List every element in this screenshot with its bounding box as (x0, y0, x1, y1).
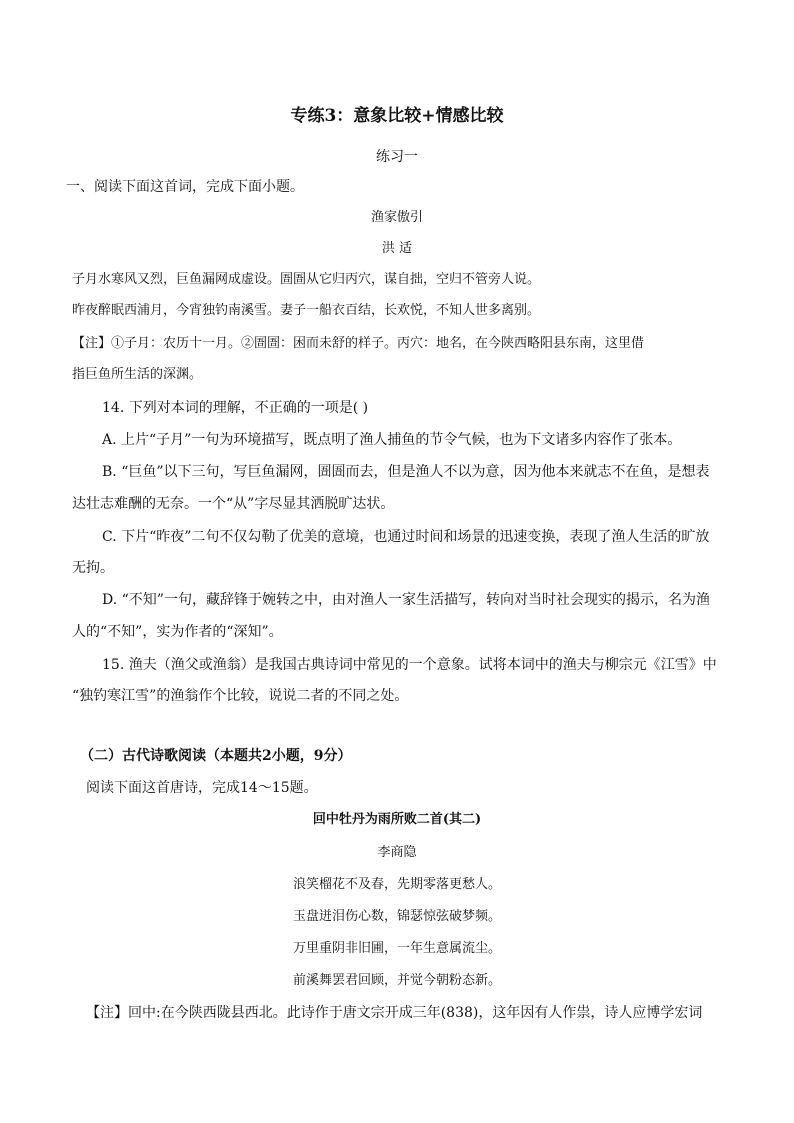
poem1-title: 渔家傲引 (370, 210, 423, 225)
option-a: A. 上片“子月”一句为环境描写，既点明了渔人捕鱼的节令气候，也为下文诸多内容作了张本。 (102, 432, 682, 448)
option-c: C. 下片“昨夜”二句不仅勾勒了优美的意境，也通过时间和场景的迅速变换，表现了渔人生活的旷放 (102, 529, 710, 545)
poem1-line: 子月水寒风又烈，巨鱼漏网成虚设。圄圄从它归丙穴，谋自拙，空归不管旁人说。 (72, 272, 541, 287)
page-subtitle: 练习一 (376, 149, 418, 165)
section1-instruction: 一、阅读下面这首词，完成下面小题。 (66, 179, 304, 195)
section2-heading: （二）古代诗歌阅读（本题共2小题，9分） (80, 748, 352, 764)
option-c-cont: 无拘。 (72, 560, 114, 576)
page-title: 专练3：意象比较+情感比较 (290, 106, 504, 126)
question-15: 15. 渔夫（渔父或渔翁）是我国古典诗词中常见的一个意象。试将本词中的渔夫与柳宗元《江雪》中 (102, 657, 717, 673)
question-14-stem: 14. 下列对本词的理解，不正确的一项是( ) (102, 400, 369, 416)
option-d-cont: 人的“不知”，实为作者的“深知”。 (72, 624, 283, 640)
poem1-note: 指巨鱼所生活的深渊。 (72, 367, 203, 382)
option-b: B. “巨鱼”以下三句，写巨鱼漏网，圄圄而去，但是渔人不以为意，因为他本来就志不在鱼，是想表 (102, 464, 710, 480)
poem2-line: 前溪舞罢君回顾，并觉今朝粉态新。 (292, 973, 501, 988)
poem2-title: 回中牡丹为雨所败二首(其二) (312, 812, 482, 827)
poem2-author: 李商隐 (377, 845, 417, 860)
question-15-cont: “独钓寒江雪”的渔翁作个比较，说说二者的不同之处。 (72, 688, 409, 704)
poem2-line: 万里重阴非旧圃，一年生意属流尘。 (292, 941, 501, 956)
poem2-line: 浪笑榴花不及春，先期零落更愁人。 (292, 877, 501, 892)
option-d: D. “不知”一句，藏辞锋于婉转之中，由对渔人一家生活描写，转向对当时社会现实的揭示，名为渔 (102, 592, 710, 608)
poem1-line: 昨夜醉眠西浦月，今宵独钓南溪雪。妻子一船衣百结，长欢悦，不知人世多离别。 (72, 303, 541, 318)
poem2-note: 【注】回中:在今陕西陇县西北。此诗作于唐文宗开成三年(838)，这年因有人作祟，诗人应博学宏词 (86, 1005, 703, 1021)
poem1-note: 【注】①子月：农历十一月。②圄圄：困而未舒的样子。丙穴：地名，在今陕西略阳县东南，这里借 (72, 336, 645, 351)
poem1-author: 洪 适 (381, 241, 413, 256)
poem2-line: 玉盘迸泪伤心数，锦瑟惊弦破梦频。 (292, 909, 501, 924)
option-b-cont: 达壮志难酬的无奈。一个“从”字尽显其洒脱旷达状。 (72, 496, 395, 512)
section2-instruction: 阅读下面这首唐诗，完成14～15题。 (86, 780, 318, 796)
